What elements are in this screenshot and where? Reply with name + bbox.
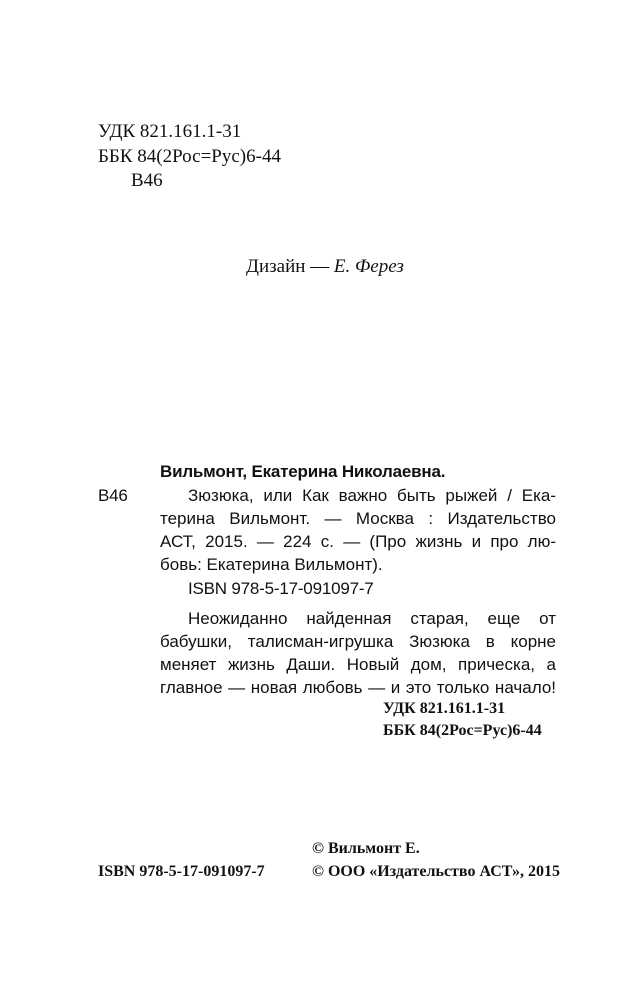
design-credit: [246, 256, 404, 278]
author-mark: В46: [131, 170, 163, 191]
copyright-author: © Вильмонт Е.: [312, 840, 420, 857]
design-credit-label: Дизайн —: [246, 256, 334, 277]
catalog-description-line: бовь: Екатерина Вильмонт).: [160, 555, 383, 574]
catalog-author-mark: В46: [98, 486, 128, 505]
copyright-publisher: © ООО «Издательство АСТ», 2015: [312, 863, 561, 880]
bbk-code: ББК 84(2Рос=Рус)6-44: [98, 146, 281, 167]
catalog-isbn: ISBN 978-5-17-091097-7: [188, 579, 374, 598]
catalog-description-line: Зюзюка, или Как важно быть рыжей / Ека-: [188, 486, 556, 505]
design-credit-name: Е. Ферез: [333, 256, 404, 277]
annotation-line: меняет жизнь Даши. Новый дом, прическа, а: [160, 655, 556, 674]
annotation-line: главное — новая любовь — и это только начало!: [160, 678, 556, 697]
footer-isbn: ISBN 978-5-17-091097-7: [98, 863, 265, 880]
catalog-bbk-bold: ББК 84(2Рос=Рус)6-44: [383, 722, 542, 739]
udk-code: УДК 821.161.1-31: [98, 121, 242, 142]
catalog-description-line: АСТ, 2015. — 224 с. — (Про жизнь и про лю-: [160, 532, 556, 551]
annotation-line: Неожиданно найденная старая, еще от: [188, 609, 556, 628]
catalog-description-line: терина Вильмонт. — Москва : Издательство: [160, 509, 556, 528]
annotation-line: бабушки, талисман-игрушка Зюзюка в корне: [160, 632, 556, 651]
catalog-author-heading: Вильмонт, Екатерина Николаевна.: [160, 462, 446, 481]
catalog-udk-bold: УДК 821.161.1-31: [383, 700, 506, 717]
